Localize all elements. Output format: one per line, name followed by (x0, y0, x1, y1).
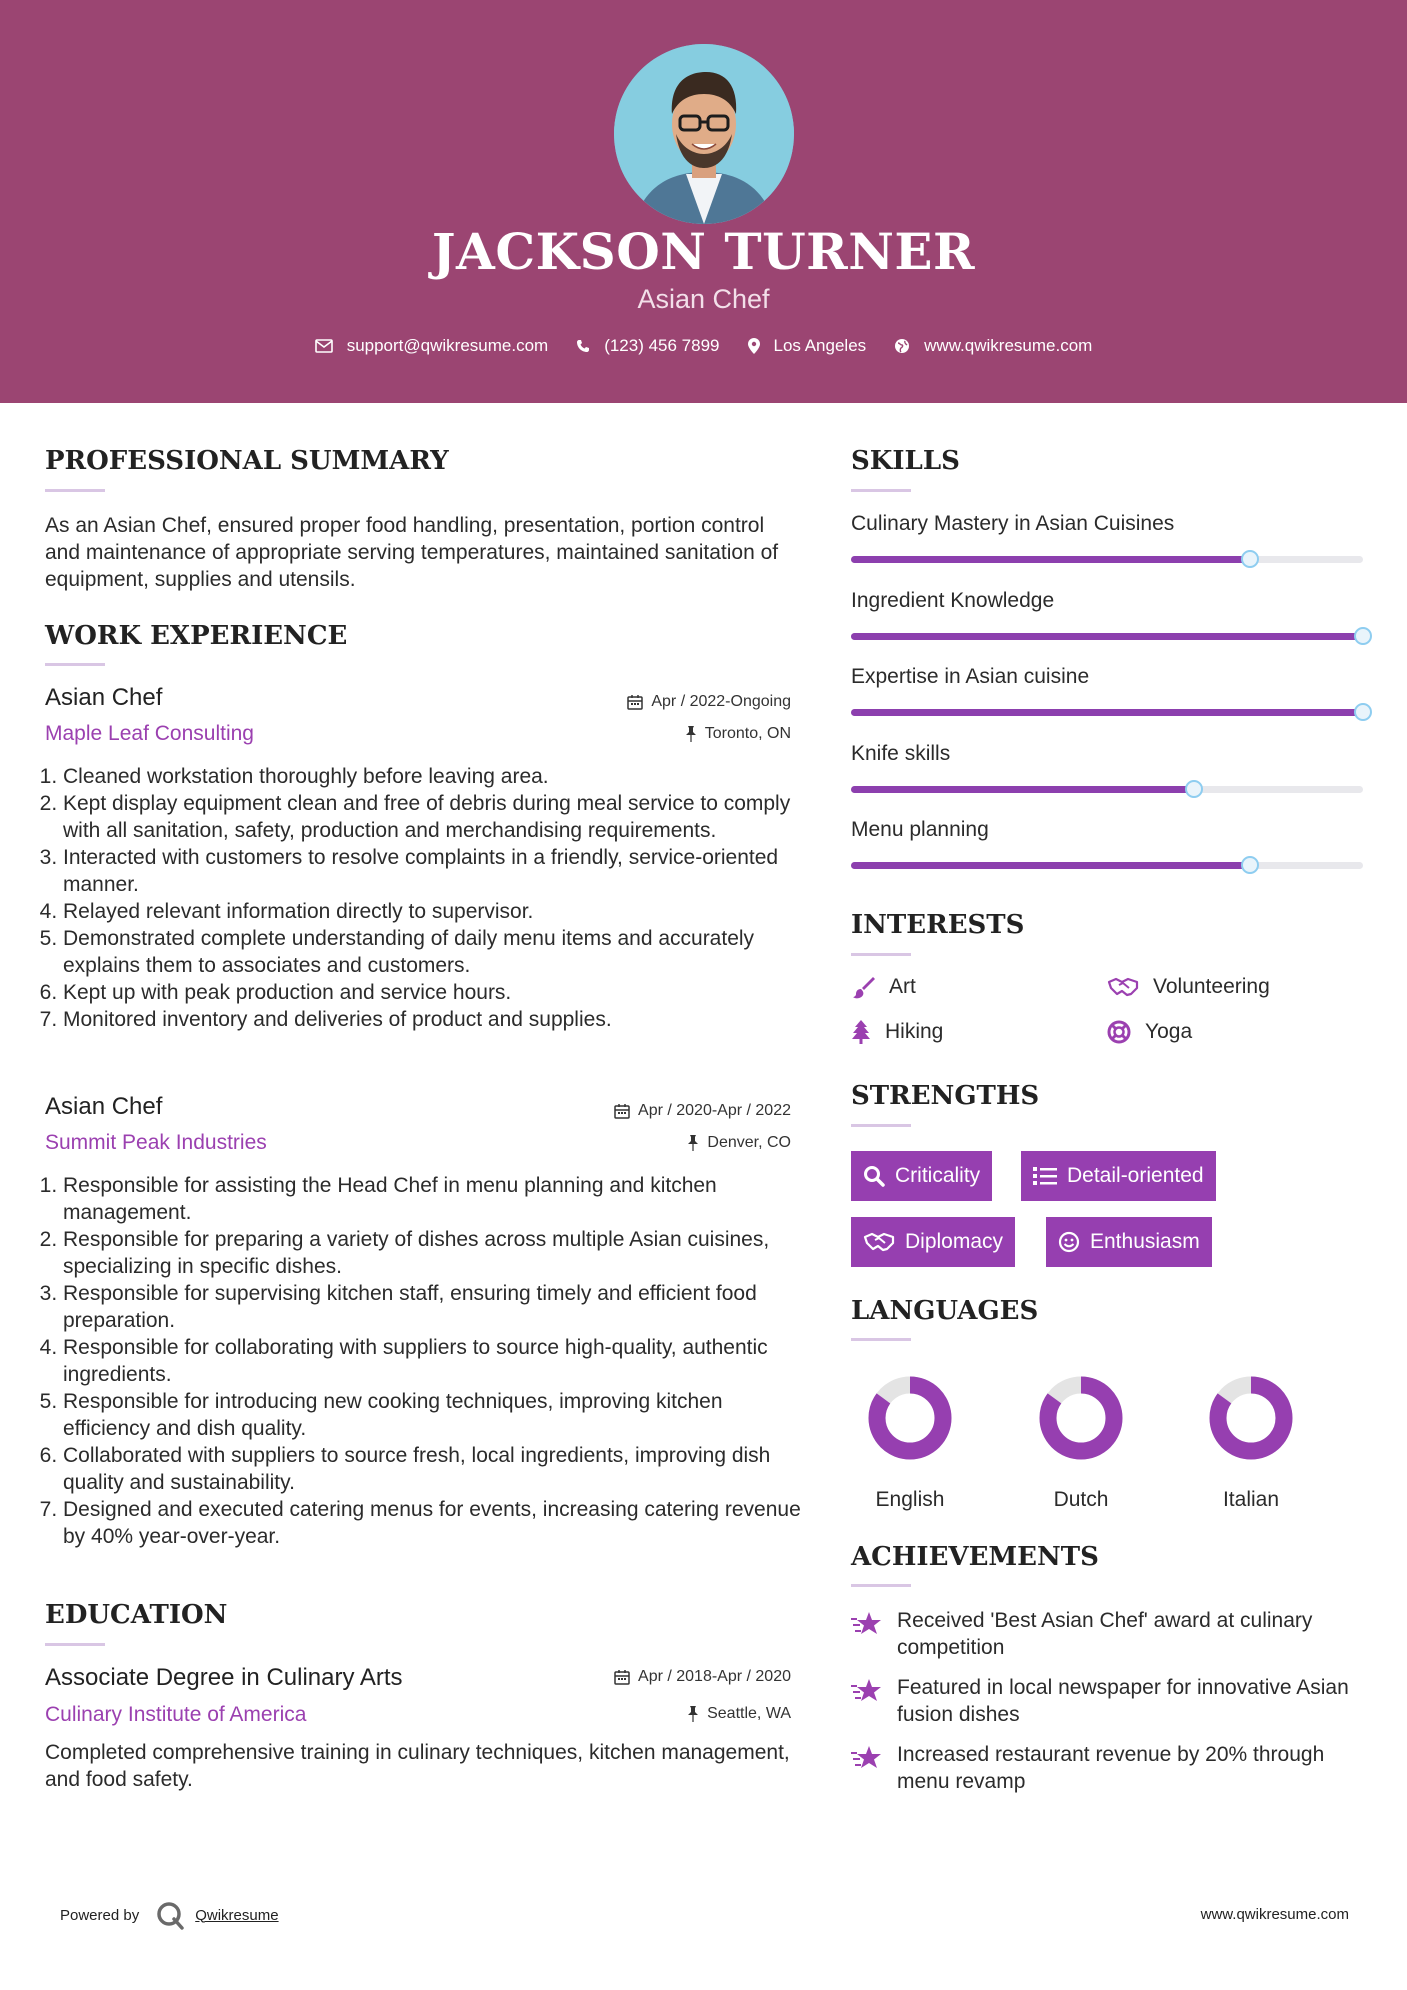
language-donut (850, 1368, 970, 1468)
language-label: Italian (1222, 1488, 1280, 1511)
tree-icon (851, 1020, 871, 1044)
list-item: 3. Interacted with customers to resolve complaints in a friendly, service-oriented manner. (63, 844, 823, 898)
skills-heading: SKILLS (851, 446, 960, 476)
job-date (627, 693, 791, 711)
star-icon (851, 1611, 883, 1637)
strengths-heading: STRENGTHS (851, 1081, 1040, 1111)
education-date-text: Apr / 2018-Apr / 2020 (638, 1668, 791, 1685)
skill-level-knob (1241, 550, 1259, 568)
job-title: Asian Chef (45, 1093, 163, 1120)
strength-label: Diplomacy (905, 1230, 1004, 1253)
skill-bar-fill (851, 556, 1250, 563)
summary-rule (45, 489, 105, 492)
star-icon (851, 1678, 883, 1704)
strength-tag-detail-oriented (1021, 1151, 1216, 1201)
job-location (687, 1134, 791, 1152)
strength-label: Criticality (895, 1164, 981, 1187)
skill-bar-fill (851, 633, 1363, 640)
contact-phone[interactable] (576, 336, 719, 356)
interest-label: Art (889, 975, 916, 998)
search-icon (863, 1165, 885, 1187)
skills-rule (851, 489, 911, 492)
strengths-rule (851, 1124, 911, 1127)
skill-level-knob (1185, 780, 1203, 798)
job-company: Summit Peak Industries (45, 1131, 267, 1154)
job-date-text: Apr / 2022-Ongoing (651, 693, 791, 710)
pushpin-icon (687, 1135, 699, 1151)
star-icon (851, 1745, 883, 1771)
skill-bar-track (851, 786, 1363, 793)
list-item: 7. Designed and executed catering menus for events, increasing catering revenue by 40% year-over-year. (63, 1496, 803, 1550)
skill-name: Knife skills (851, 741, 951, 765)
skill-bar-fill (851, 786, 1194, 793)
list-item: 7. Monitored inventory and deliveries of product and supplies. (63, 1006, 823, 1033)
candidate-name: JACKSON TURNER (431, 222, 976, 281)
list-item: 3. Responsible for supervising kitchen staff, ensuring timely and efficient food preparation. (63, 1280, 803, 1334)
interest-label: Yoga (1145, 1020, 1193, 1043)
education-text: Completed comprehensive training in culinary techniques, kitchen management, and food safety. (45, 1741, 790, 1791)
smile-icon (1058, 1231, 1080, 1253)
list-item: 6. Kept up with peak production and service hours. (63, 979, 823, 1006)
job-location-text: Denver, CO (707, 1134, 791, 1151)
skill-bar-track (851, 862, 1363, 869)
achievements-heading: ACHIEVEMENTS (851, 1542, 1099, 1572)
language-label: English (875, 1488, 945, 1511)
skill-name: Menu planning (851, 818, 989, 841)
list-item: 5. Demonstrated complete understanding of daily menu items and accurately explains them to associates and customers. (63, 925, 823, 979)
calendar-icon (627, 694, 643, 710)
achievement-text: Increased restaurant revenue by 20% through menu revamp (897, 1743, 1325, 1793)
skill-bar-track (851, 709, 1363, 716)
achievement-item (851, 1741, 1371, 1795)
interest-volunteering (1107, 975, 1270, 999)
qwikresume-link[interactable]: Qwikresume (195, 1906, 279, 1924)
skill-level-knob (1354, 627, 1372, 645)
experience-heading: WORK EXPERIENCE (45, 621, 348, 651)
education-location (687, 1705, 791, 1723)
list-item: 1. Responsible for assisting the Head Chef in menu planning and kitchen management. (63, 1172, 803, 1226)
interest-hiking (851, 1020, 943, 1044)
interest-label: Hiking (885, 1020, 944, 1043)
language-donut (1191, 1368, 1311, 1468)
job-bullets (35, 763, 823, 1033)
summary-text: As an Asian Chef, ensured proper food handling, presentation, portion control and maintenance of appropriate serving temperatures, maintained sanitation of equipment, supplies and utensils. (45, 514, 779, 591)
interest-label: Volunteering (1153, 975, 1270, 998)
list-item: 2. Kept display equipment clean and free of debris during meal service to comply with all sanitation, safety, production and merchandising requirements. (63, 790, 823, 844)
email-text: support@qwikresume.com (346, 336, 549, 355)
experience-rule (45, 663, 105, 666)
language-donut (1021, 1368, 1141, 1468)
skill-name: Ingredient Knowledge (851, 588, 1055, 612)
list-icon (1033, 1166, 1057, 1186)
contact-location (748, 336, 867, 356)
calendar-icon (614, 1103, 630, 1119)
candidate-role: Asian Chef (637, 284, 770, 314)
education-location-text: Seattle, WA (707, 1705, 791, 1722)
website-text: www.qwikresume.com (924, 336, 1093, 355)
envelope-icon (315, 339, 333, 353)
interests-heading: INTERESTS (851, 910, 1025, 940)
skill-bar-fill (851, 862, 1250, 869)
skill-bar-fill (851, 709, 1363, 716)
interest-yoga (1107, 1020, 1192, 1044)
education-heading: EDUCATION (45, 1600, 228, 1630)
skill-level-knob (1354, 703, 1372, 721)
strength-tag-diplomacy (851, 1217, 1015, 1267)
contact-bar (0, 336, 1407, 356)
job-company: Maple Leaf Consulting (45, 722, 254, 745)
contact-email[interactable] (315, 336, 549, 356)
school-name: Culinary Institute of America (45, 1703, 307, 1726)
profile-photo (614, 44, 794, 224)
qwikresume-logo-icon (155, 1900, 185, 1930)
pushpin-icon (685, 726, 697, 742)
contact-website[interactable] (894, 336, 1092, 356)
language-item (850, 1368, 970, 1518)
achievement-text: Received 'Best Asian Chef' award at culinary competition (897, 1609, 1313, 1659)
map-pin-icon (748, 338, 760, 354)
achievement-item (851, 1607, 1371, 1661)
paintbrush-icon (851, 975, 875, 999)
job-bullets (35, 1172, 803, 1550)
skill-bar-track (851, 556, 1363, 563)
degree-title: Associate Degree in Culinary Arts (45, 1664, 403, 1691)
handshake-icon (1107, 976, 1139, 998)
lifebuoy-icon (1107, 1020, 1131, 1044)
handshake-icon (863, 1231, 895, 1253)
location-text: Los Angeles (773, 336, 867, 355)
list-item: 4. Responsible for collaborating with suppliers to source high-quality, authentic ingredients. (63, 1334, 803, 1388)
skill-name: Culinary Mastery in Asian Cuisines (851, 512, 1175, 535)
strength-label: Enthusiasm (1090, 1230, 1200, 1253)
globe-icon (894, 338, 910, 354)
list-item: 4. Relayed relevant information directly to supervisor. (63, 898, 823, 925)
job-date-text: Apr / 2020-Apr / 2022 (638, 1102, 791, 1119)
job-title: Asian Chef (45, 684, 163, 711)
language-item (1191, 1368, 1311, 1518)
resume-header (0, 0, 1407, 403)
list-item: 2. Responsible for preparing a variety of dishes across multiple Asian cuisines, specializing in specific dishes. (63, 1226, 803, 1280)
summary-heading: PROFESSIONAL SUMMARY (45, 446, 449, 476)
strength-tag-criticality (851, 1151, 992, 1201)
interests-rule (851, 953, 911, 956)
skill-level-knob (1241, 856, 1259, 874)
phone-icon (576, 339, 590, 353)
list-item: 6. Collaborated with suppliers to source fresh, local ingredients, improving dish quality and sustainability. (63, 1442, 803, 1496)
phone-text: (123) 456 7899 (604, 336, 720, 355)
calendar-icon (614, 1669, 630, 1685)
skill-name: Expertise in Asian cuisine (851, 665, 1090, 688)
education-date (614, 1668, 791, 1686)
achievement-item (851, 1674, 1371, 1728)
job-date (614, 1102, 791, 1120)
skill-bar-track (851, 633, 1363, 640)
education-rule (45, 1643, 105, 1646)
footer-website[interactable]: www.qwikresume.com (1200, 1906, 1349, 1923)
list-item: 5. Responsible for introducing new cooking techniques, improving kitchen efficiency and dish quality. (63, 1388, 803, 1442)
pushpin-icon (687, 1706, 699, 1722)
languages-heading: LANGUAGES (851, 1296, 1039, 1326)
achievements-rule (851, 1584, 911, 1587)
languages-rule (851, 1338, 911, 1341)
job-location (685, 725, 791, 743)
powered-by-text: Powered by (60, 1906, 140, 1924)
list-item: 1. Cleaned workstation thoroughly before leaving area. (63, 763, 823, 790)
language-label: Dutch (1053, 1488, 1109, 1511)
strength-tag-enthusiasm (1046, 1217, 1212, 1267)
strength-label: Detail-oriented (1067, 1164, 1204, 1187)
language-item (1021, 1368, 1141, 1518)
footer-powered-by (60, 1900, 279, 1930)
job-location-text: Toronto, ON (704, 725, 791, 742)
interest-art (851, 975, 916, 999)
achievement-text: Featured in local newspaper for innovative Asian fusion dishes (897, 1676, 1349, 1726)
